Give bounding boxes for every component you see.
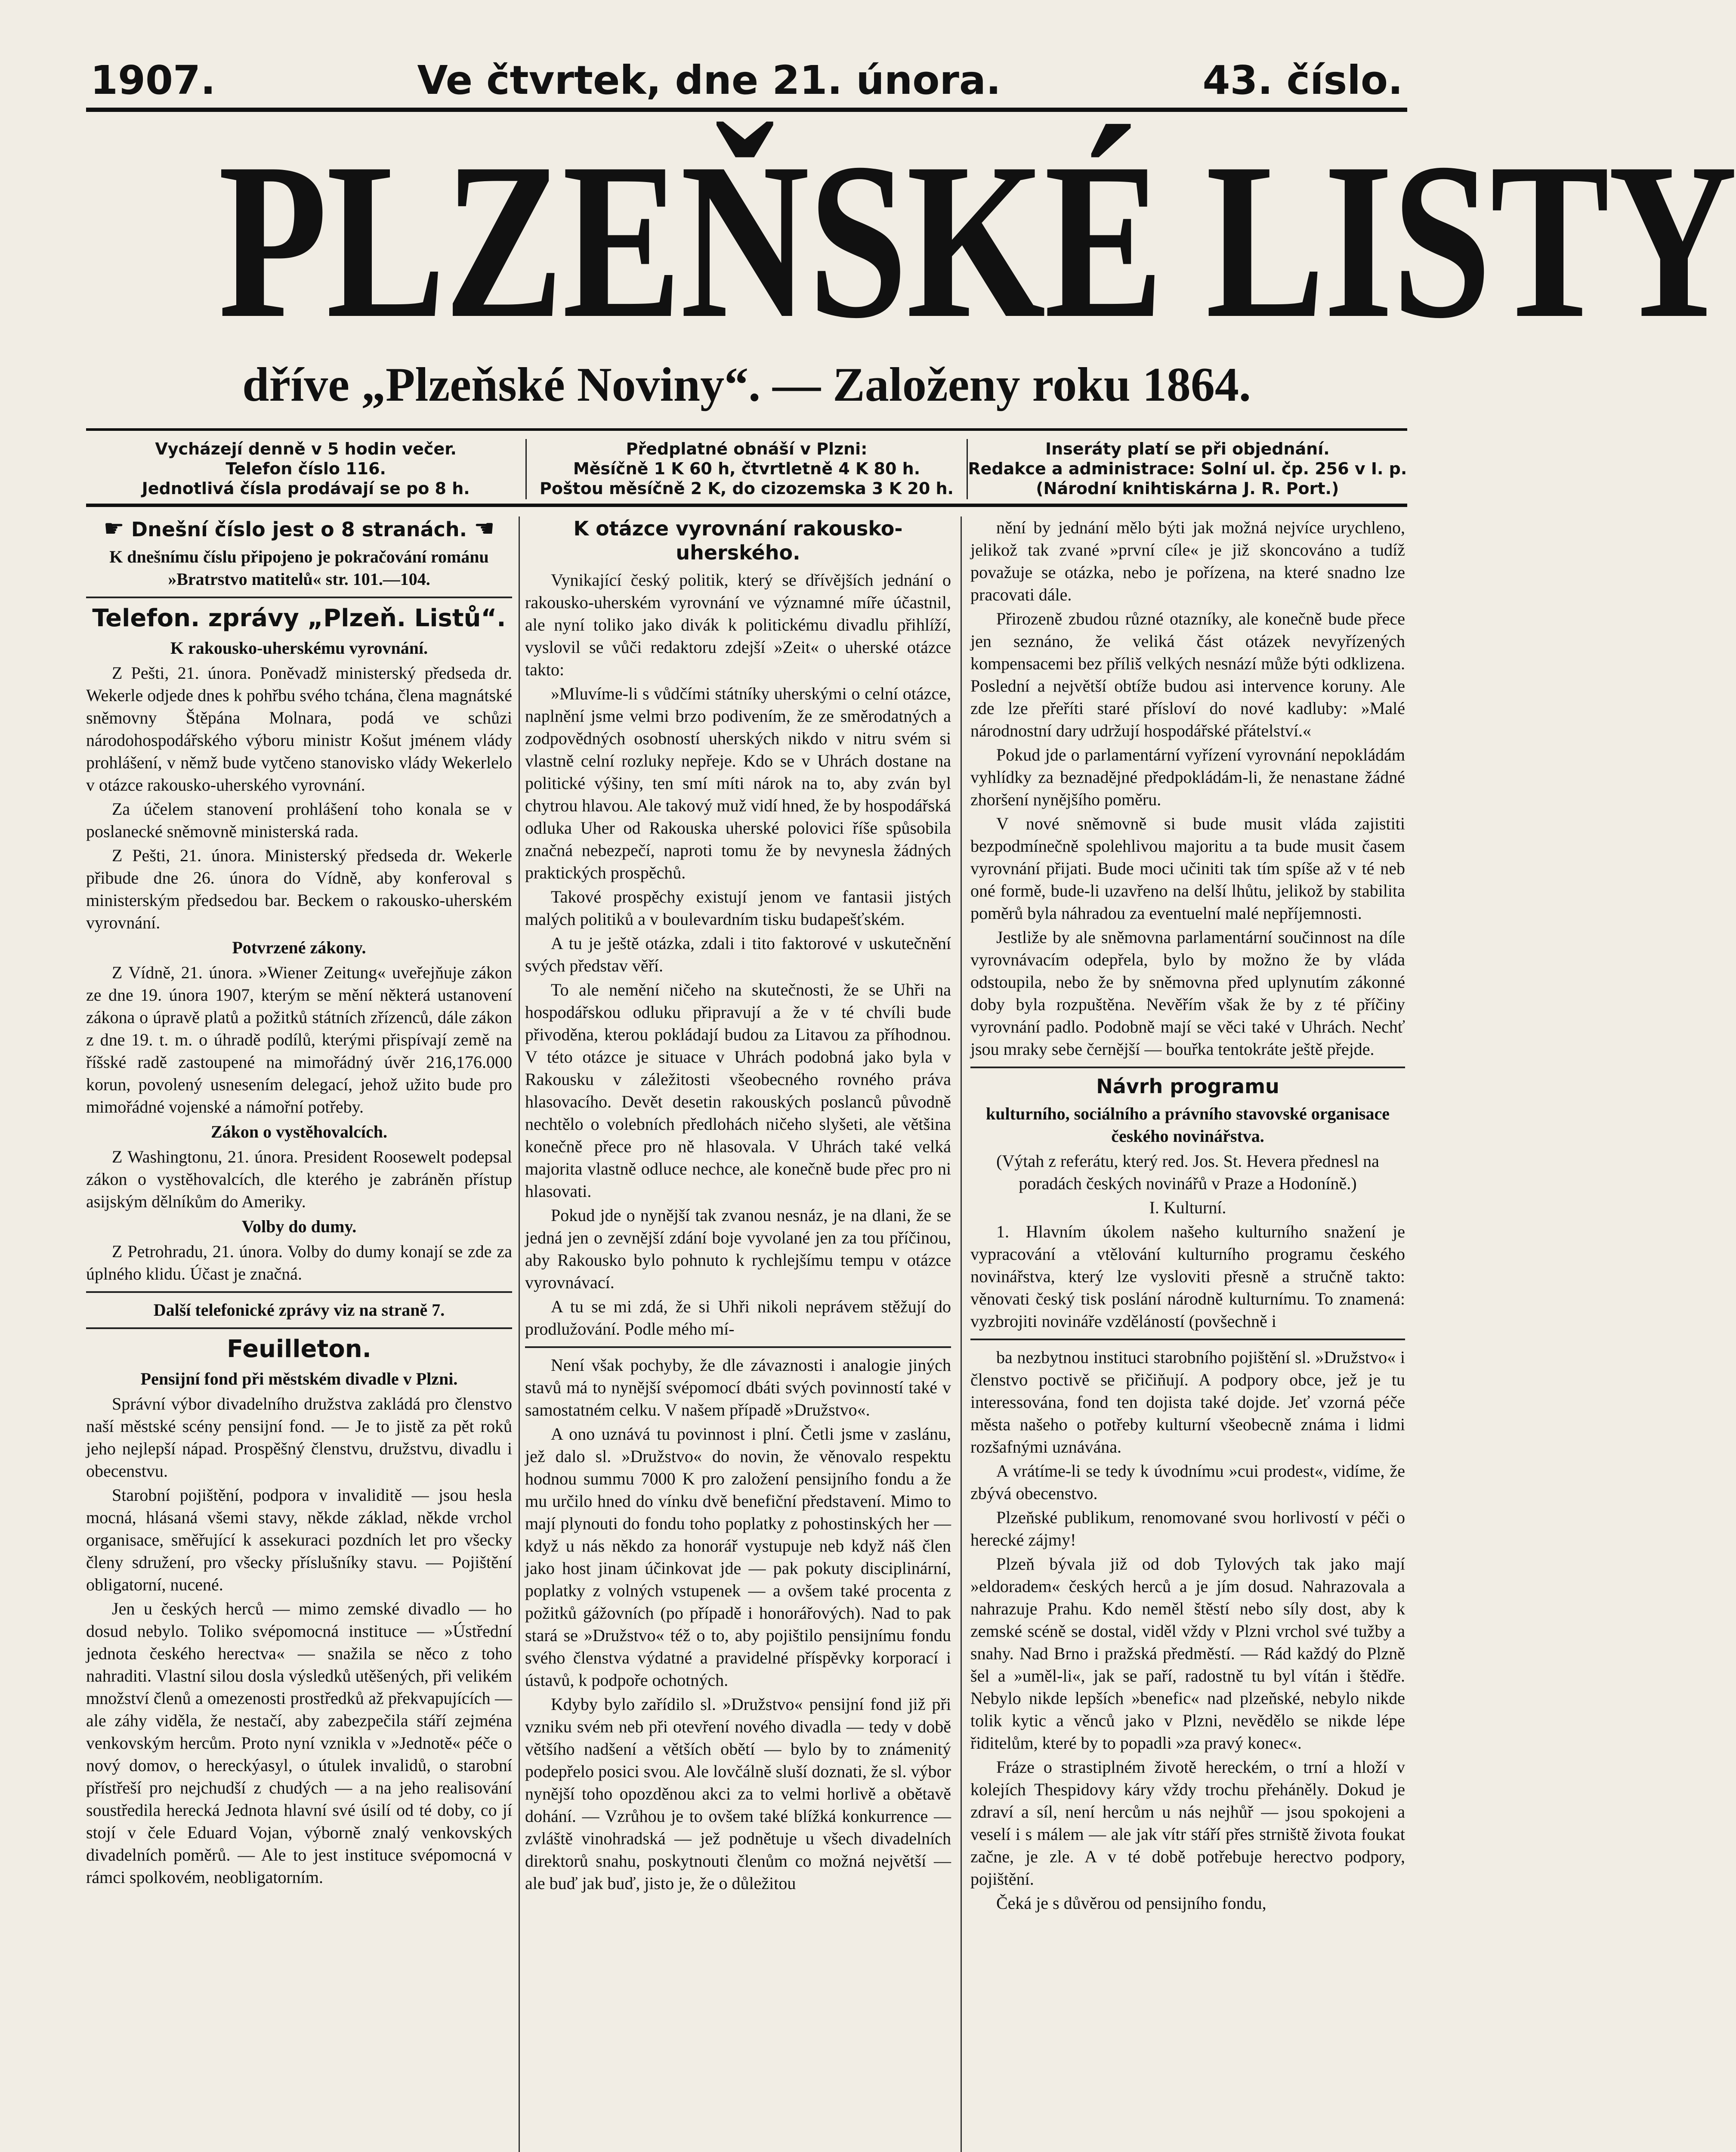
paragraph: Pokud jde o parlamentární vyřízení vyrovnání nepokládám vyhlídky za beznadějné předpokládám-li, že nenastane žádné zhoršení nynějšího poměru. bbox=[970, 745, 1405, 809]
paragraph: Fráze o strastiplném životě hereckém, o trní a hloží v kolejích Thespidovy káry vždy trochu přeháněly. Dokud je zdraví a síl, není hercům u nás nejhůř — jsou spokojeni a veselí i s málem — ale jak vítr stáří přes strniště života foukat začne, je zle. A v té době potřebuje herectvo podpory, pojištění. bbox=[970, 1757, 1405, 1889]
column-1 bbox=[86, 516, 512, 2152]
paragraph: »Mluvíme-li s vůdčími státníky uherskými o celní otázce, naplnění jsme velmi brzo podivením, že ze směrodatných a zodpovědných osobností uherských nikdo v nitru svém si vlastně celní rozluky nepřeje. Kdo se v Uhrách dostane na politické výšiny, ten smí míti nárok na to, aby zván byl chytrou hlavou. Ale takový muž vidí hned, že by hospodářská odluka Uher od Rakouska uherské polovici říše spůsobila značná nebezpečí, naproti tomu že by nevynesla žádných praktických prospěchů. bbox=[525, 684, 951, 882]
subheading: Zákon o vystěhovalcích. bbox=[210, 1122, 388, 1141]
paragraph: V nové sněmovně si bude musit vláda zajistiti bezpodmínečně spolehlivou majoritu a ta bude musit časem vyrovnání přijati. Bude moci učiniti tak tím spíše až v té neb oné formě, bude-li uzavřeno na delší lhůtu, jelikož by stabilita poměrů byla náhradou za eventuelní malé nepříjemnosti. bbox=[970, 814, 1405, 923]
dateline bbox=[90, 56, 1403, 103]
feuilleton-separator bbox=[970, 1339, 1405, 1340]
separator bbox=[86, 1327, 512, 1329]
info-text: Předplatné obnáší v Plzni: bbox=[626, 439, 868, 458]
feuilleton-subheading: Pensijní fond při městském divadle v Plzni. bbox=[140, 1369, 458, 1388]
info-text: Redakce a administrace: Solní ul. čp. 256 v I. p. bbox=[968, 459, 1407, 478]
separator bbox=[86, 597, 512, 598]
paragraph: A tu se mi zdá, že si Uhři nikoli neprávem stěžují do prodlužování. Podle mého mí- bbox=[525, 1297, 951, 1339]
paragraph: Z Pešti, 21. února. Poněvadž ministerský předseda dr. Wekerle odjede dnes k pohřbu svého tchána, člena magnátské sněmovny Štěpána Molnara, podá ve schůzi národohospodářského výboru ministr Košut jménem vlády prohlášení, v němž bude vytčeno stanovisko vlády Wekerlelo v otázce rakousko-uherského vyrovnání. bbox=[86, 663, 512, 795]
info-text: Jednotlivá čísla prodávají se po 8 h. bbox=[142, 479, 470, 498]
paragraph: A ono uznává tu povinnost i plní. Četli jsme v zaslánu, jež dalo sl. »Družstvo« do novin, že věnovalo respektu hodnou summu 7000 K pro založení pensijního fondu a že mu určilo hned do vínku dvě benefiční představení. Mimo to mají plynouti do fondu toho poplatky z pohostinských her — když u nás někdo za honorář vystupuje neb když náš člen jako host jinam účinkovat jde — pak pokuty disciplinární, poplatky z volných vstupenek — a ovšem také procenta z požitků gážovních (po případě i honorářových). Nad to pak stará se »Družstvo« též o to, aby pojištilo pensijnímu fondu svého členstva výdatné a pravidelné příspěvky korporací i ústavů, k podpoře ochotných. bbox=[525, 1424, 951, 1690]
paragraph: Kdyby bylo zařídilo sl. »Družstvo« pensijní fond již při vzniku svém neb při otevření nového divadla — tedy v době většího nadšení a větších obětí — bylo by to známenitý podepřelo posici svou. Ale lovčálně sluší doznati, že sl. výbor nynější toho opozděnou akci za to velmi horlivě a obětavě dohání. — Vzrůhou je to ovšem také blížká konkurrence — zvláště vinohradská — jež podnětuje u všech divadelních direktorů snahu, poskytnouti členům co možná největší — ale buď jak buď, jisto je, že o důležitou bbox=[525, 1694, 951, 1893]
feuilleton-header: Feuilleton. bbox=[227, 1335, 371, 1363]
paragraph: Z Pešti, 21. února. Ministerský předseda dr. Wekerle přibude dne 26. února do Vídně, aby konferoval s ministerským předsedou bar. Beckem o rakousko-uherském vyrovnání. bbox=[86, 846, 512, 932]
paragraph: Z Vídně, 21. února. »Wiener Zeitung« uveřejňuje zákon ze dne 19. února 1907, kterým se mění některá ustanovení zákona o úpravě platů a požitků státních zřízenců, dále zákon z dne 19. t. m. o úhradě podílů, kterými přispívají země na říšské radě zastoupené na mimořádný úvěr 216,176.000 korun, povolený usnesením delegací, jehož užito bude pro mimořádné vojenské a námořní potřeby. bbox=[86, 963, 512, 1116]
info-text: Vycházejí denně v 5 hodin večer. bbox=[155, 439, 457, 458]
paragraph: Plzeňské publikum, renomované svou horlivostí v péči o herecké zájmy! bbox=[970, 1508, 1405, 1549]
newspaper-title: PLZEŇSKÉ LISTY bbox=[218, 117, 1736, 365]
issue-date: Ve čtvrtek, dne 21. února. bbox=[417, 57, 1001, 103]
paragraph: Takové prospěchy existují jenom ve fantasii jistých malých politiků a v boulevardním tisku budapešťském. bbox=[525, 887, 951, 929]
info-middle bbox=[525, 439, 967, 499]
publication-info bbox=[86, 439, 1407, 499]
newspaper-subtitle: dříve „Plzeňské Noviny“. — Založeny roku 1864. bbox=[242, 358, 1251, 411]
column-3 bbox=[970, 516, 1405, 2152]
paragraph: Jestliže by ale sněmovna parlamentární součinnost na díle vyrovnávacím odepřela, bylo by možno že by vláda odstoupila, nebo že by sněmovna před uplynutím zákonné doby byla rozpuštěna. Nevěřím však že by z té příčiny vyrovnání padlo. Podobně mají se věci také v Uhrách. Nechť jsou mraky sebe černější — bouřka tentokráte ještě přejde. bbox=[970, 928, 1405, 1059]
pointing-hand-icon: ☛ bbox=[103, 515, 124, 542]
issue-number: 43. číslo. bbox=[1202, 57, 1403, 103]
separator bbox=[970, 1067, 1405, 1068]
subheading: Potvrzené zákony. bbox=[232, 938, 366, 957]
info-text: Měsíčně 1 K 60 h, čtvrtletně 4 K 80 h. bbox=[573, 459, 921, 478]
paragraph: Za účelem stanovení prohlášení toho konala se v poslanecké sněmovně ministerská rada. bbox=[86, 799, 512, 841]
paragraph: Starobní pojištění, podpora v invaliditě — jsou hesla mocná, hlásaná všemi stavy, někde základ, někde vrchol organisace, směřující k assekuraci pozdních let pro všecky členy sdružení, pro všecky příslušníky stavu. — Pojištění obligatorní, nucené. bbox=[86, 1485, 512, 1594]
paragraph: Z Petrohradu, 21. února. Volby do dumy konají se zde za úplného klidu. Účast je značná. bbox=[86, 1242, 512, 1283]
paragraph: 1. Hlavním úkolem našeho kulturního snažení je vypracování a vtělování kulturního programu českého novinářstva, který lze vysloviti přesně a stručně takto: věnovati český tisk poslání národně kulturnímu. To znamená: vyzbrojiti novináře vzděláností (povšechně i bbox=[970, 1222, 1405, 1331]
column-divider bbox=[519, 516, 520, 2152]
paragraph: Vynikající český politik, který se dřívějších jednání o rakousko-uherském vyrovnání ve významné míře účastnil, ale nyní toliko jako divák k politickému divadlu přihlíží, vyslovil se vůči redaktoru zdejší »Zeit« o uherské otázce takto: bbox=[525, 570, 951, 679]
subheading: Volby do dumy. bbox=[241, 1217, 357, 1236]
info-right bbox=[968, 439, 1407, 499]
info-text: Inseráty platí se při objednání. bbox=[1045, 439, 1330, 458]
notice-line bbox=[86, 516, 512, 541]
notice-text: Dnešní číslo jest o 8 stranách. bbox=[131, 518, 467, 541]
paragraph: Jen u českých herců — mimo zemské divadlo — ho dosud nebylo. Toliko svépomocná instituce — »Ústřední jednota českého herectva« — snažila se něco z toho nahraditi. Vlastní silou dosla výsledků utěšených, při velikém množství členů a omezenosti prostředků až překvapujících — ale záhy viděla, že nestačí, aby zabezpečila stáří zejména venkovským hercům. Proto nyní vznikla v »Jednotě« péče o nový domov, o hereckýasyl, o útulek invalidů, o starobní přístřeší pro nejchudší z chudých — a na jeho realisování soustředila herecká Jednota hlavní své úsilí od té doby, co jí stojí v čele Eduard Vojan, výborně znalý venkovských divadelních poměrů. — Ale to jest instituce svépomocná v rámci spolkovém, neobligatorním. bbox=[86, 1599, 512, 1887]
paragraph: ba nezbytnou instituci starobního pojištění sl. »Družstvo« i členstvo poctivě se přičiňují. A podpory obce, jež je tu interessována, fond ten dojista také dojde. Jeť vzorná péče města našeho o potřeby kulturní všeobecně známa i lidmi rozšafnými uznávána. bbox=[970, 1348, 1405, 1456]
paragraph: Pokud jde o nynější tak zvanou nesnáz, je na dlani, že se jedná jen o zevnější zdání boje vyvolané jen za tou příčinou, aby Rakousko bylo pohnuto k rychlejšímu tempu v otázce vyrovnávací. bbox=[525, 1206, 951, 1292]
info-rule-bottom bbox=[86, 504, 1407, 507]
navrh-note: (Výtah z referátu, který red. Jos. St. Hevera přednesl na poradách českých novinářů v Praze a Hodoníně.) bbox=[996, 1151, 1379, 1193]
paragraph: A tu je ještě otázka, zdali i tito faktorové v uskutečnění svých představ věří. bbox=[525, 934, 951, 975]
info-rule-top bbox=[86, 428, 1407, 431]
info-text: (Národní knihtiskárna J. R. Port.) bbox=[1036, 479, 1339, 498]
section-label: I. Kulturní. bbox=[1149, 1198, 1226, 1217]
pointing-hand-icon: ☚ bbox=[474, 515, 495, 542]
feuilleton-separator bbox=[525, 1346, 951, 1348]
paragraph: nění by jednání mělo býti jak možná nejvíce urychleno, jelikož tak zvané »první cíle« je již skoncováno a tudíž považuje se otázka, nebo je pořízena, na které snadno lze pracovati dále. bbox=[970, 518, 1405, 604]
top-rule bbox=[86, 108, 1407, 112]
paragraph: Čeká je s důvěrou od pensijního fondu, bbox=[996, 1893, 1266, 1913]
notice-body: K dnešnímu číslu připojeno je pokračování románu »Bratrstvo matitelů« str. 101.—104. bbox=[109, 547, 489, 589]
paragraph: Přirozeně zbudou různé otazníky, ale konečně bude přece jen seznáno, že veliká část otázek nevyřízených kompensacemi bez příliš velkých nesnází může býti odklizena. Poslední a největší obtíže budou asi intervence koruny. Ale zde lze přeříti staré přísloví do nové kadluby: »Malé národnostní dary udržují hospodářské přátelství.« bbox=[970, 609, 1405, 740]
paragraph: Správní výbor divadelního družstva zakládá pro členstvo naší městské scény pensijní fond. — Je to jistě za pět roků jeho nejlepší nápad. Prospěšný členstvu, družstvu, divadlu i obecenstvu. bbox=[86, 1394, 512, 1481]
paragraph: To ale nemění ničeho na skutečnosti, že se Uhři na hospodářskou odluku připravují a že v té chvíli bude přivoděna, kterou pokládají budou za Litavou za příhodnou. V této otázce je situace v Uhrách podobná jako byla v Rakousku v záležitosti všeobecného rovného práva hlasovacího. Devět desetin rakouských poslanců původně nechtělo o volebních předlohách ničeho slyšeti, ale většina konečně přece pro ně hlasovala. V Uhrách také velká majorita vlastně odluce nechce, ale konečně bude přec pro ni hlasovati. bbox=[525, 980, 951, 1201]
more-news-note: Další telefonické zprávy viz na straně 7. bbox=[153, 1300, 445, 1320]
year: 1907. bbox=[90, 57, 216, 103]
navrh-subheading: kulturního, sociálního a právního stavovské organisace českého novinářstva. bbox=[986, 1104, 1390, 1146]
column-2 bbox=[525, 516, 951, 2152]
column-divider bbox=[961, 516, 962, 2152]
info-left bbox=[86, 439, 525, 499]
paragraph: Z Washingtonu, 21. února. President Roosewelt podepsal zákon o vystěhovalcích, dle kterého je zabráněn přístup asijským dělníkům do Ameriky. bbox=[86, 1147, 512, 1211]
info-text: Poštou měsíčně 2 K, do cizozemska 3 K 20 h. bbox=[539, 479, 954, 498]
subheading: K rakousko-uherskému vyrovnání. bbox=[170, 638, 428, 658]
navrh-header: Návrh programu bbox=[1096, 1075, 1279, 1098]
paragraph: Není však pochyby, že dle závaznosti i analogie jiných stavů má to nynější svépomocí dbáti svých povinností také v samostatném celku. V našem případě »Družstvo«. bbox=[525, 1355, 951, 1419]
info-text: Telefon číslo 116. bbox=[225, 459, 386, 478]
telefon-header: Telefon. zprávy „Plzeň. Listů“. bbox=[92, 604, 506, 632]
paragraph: A vrátíme-li se tedy k úvodnímu »cui prodest«, vidíme, že zbývá obecenstvo. bbox=[970, 1461, 1405, 1503]
separator bbox=[86, 1291, 512, 1293]
article-header: K otázce vyrovnání rakousko-uherského. bbox=[573, 517, 903, 564]
paragraph: Plzeň bývala již od dob Tylových tak jako mají »eldoradem« českých herců a je jím dosud. Nahrazovala a nahrazuje Prahu. Kdo neměl štěstí nebo síly dost, aby k zemské scéně se dostal, viděl vždy v Plzni vrchol své tužby a snahy. Nad Brno i pražská předměstí. — Rád každý do Plzně šel a »uměl-li«, jak se paří, radostně tu byl vítán i štědře. Nebylo nikde lepších »benefic« nad plzeňské, nebylo nikde tolik kytic a věnců jako v Plzni, nevědělo se nikde lépe řiditelům, které by to popadli »za pravý konec«. bbox=[970, 1554, 1405, 1753]
